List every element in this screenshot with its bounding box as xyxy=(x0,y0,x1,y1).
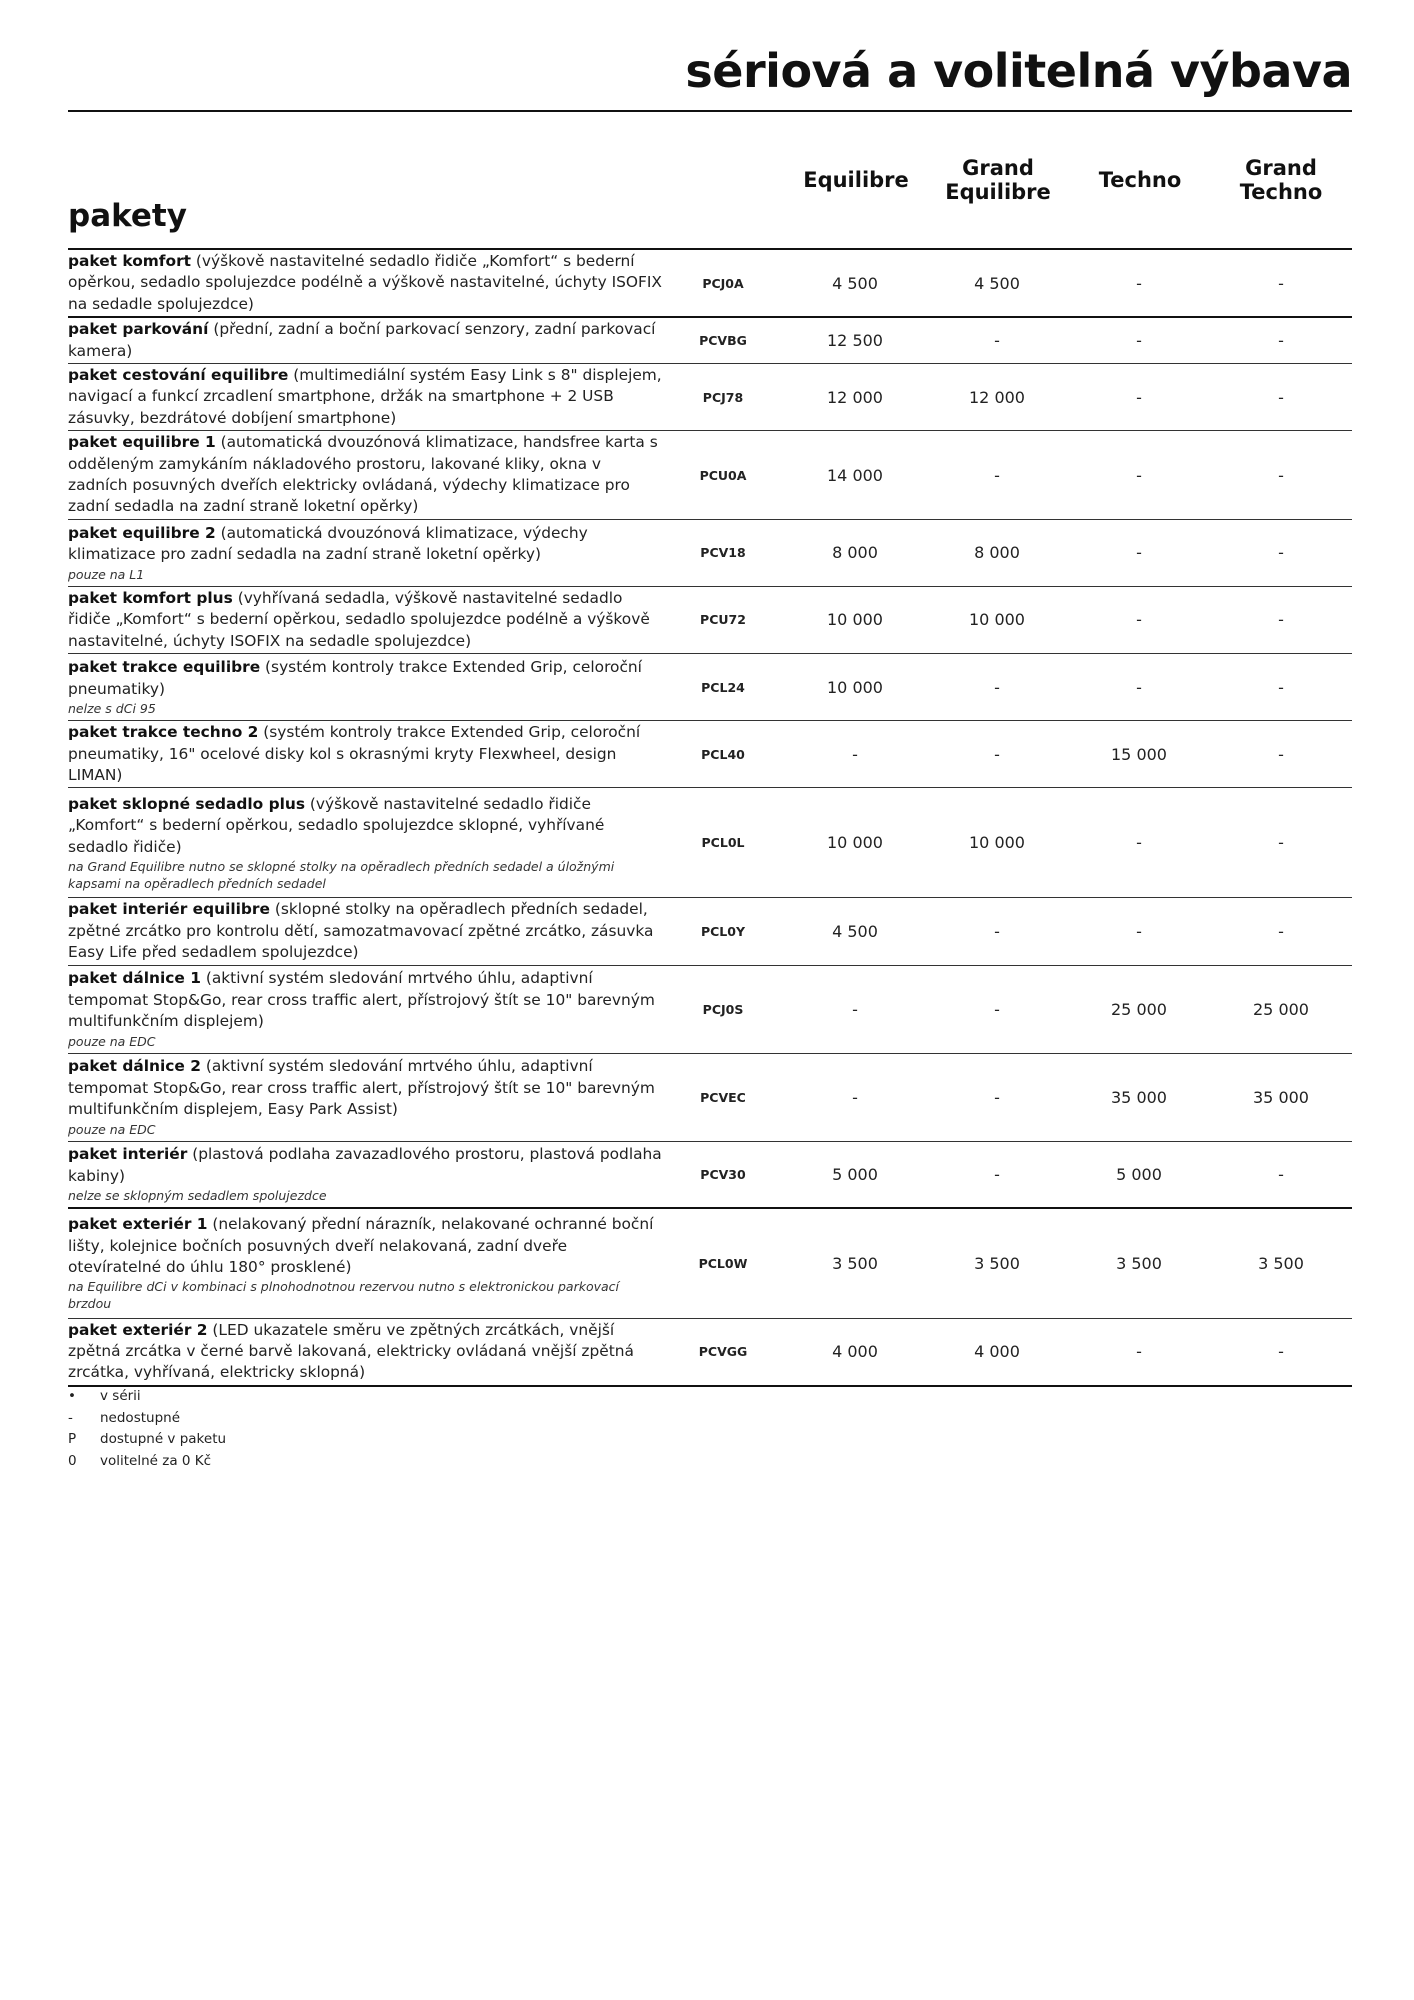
package-name: paket parkování xyxy=(68,320,209,339)
price-grand-equilibre: - xyxy=(926,654,1068,721)
package-description xyxy=(68,898,662,965)
package-description xyxy=(68,519,662,586)
package-name: paket komfort plus xyxy=(68,588,233,607)
package-contents: (vyhřívaná sedadla, výškově nastavitelné sedadlo řidiče „Komfort“ s bederní opěrkou, sedadlo spolujezdce podélně a výškově nastavitelné, úchyty ISOFIX na sedadle spolujezdce) xyxy=(68,588,650,650)
package-description xyxy=(68,788,662,898)
section-title: pakety xyxy=(68,198,187,234)
price-equilibre: 12 500 xyxy=(784,317,926,363)
package-code: PCL0W xyxy=(662,1208,784,1318)
price-grand-equilibre: - xyxy=(926,431,1068,520)
price-equilibre: 8 000 xyxy=(784,519,926,586)
legend-text: nedostupné xyxy=(100,1409,181,1426)
package-description xyxy=(68,654,662,721)
package-code: PCL40 xyxy=(662,721,784,788)
table-row xyxy=(68,586,1352,653)
package-contents: (plastová podlaha zavazadlového prostoru, plastová podlaha kabiny) xyxy=(68,1145,662,1185)
column-header-grand-techno: Grand Techno xyxy=(1239,156,1323,204)
package-description xyxy=(68,249,662,317)
price-grand-techno: - xyxy=(1210,317,1352,363)
price-techno: - xyxy=(1068,1318,1210,1386)
price-equilibre: 4 000 xyxy=(784,1318,926,1386)
package-description xyxy=(68,431,662,520)
package-contents: (LED ukazatele směru ve zpětných zrcátkách, vnější zpětná zrcátka v černé barvě lakovaná, elektricky ovládaná vnější zpětná zrcátka, vyhřívaná, elektricky sklopná) xyxy=(68,1320,634,1382)
package-code: PCL0L xyxy=(662,788,784,898)
package-contents: (systém kontroly trakce Extended Grip, celoroční pneumatiky) xyxy=(68,658,642,698)
package-code: PCJ0A xyxy=(662,249,784,317)
package-code: PCU72 xyxy=(662,586,784,653)
package-contents: (sklopné stolky na opěradlech předních sedadel, zpětné zrcátko pro kontrolu dětí, samozatmavovací zpětné zrcátko, zásuvka Easy Life před sedadlem spolujezdce) xyxy=(68,900,654,962)
table-row xyxy=(68,898,1352,965)
package-note: pouze na EDC xyxy=(68,1033,156,1049)
price-grand-equilibre: - xyxy=(926,965,1068,1053)
package-contents: (přední, zadní a boční parkovací senzory, zadní parkovací kamera) xyxy=(68,320,656,360)
price-equilibre: 10 000 xyxy=(784,788,926,898)
legend xyxy=(68,1386,226,1472)
price-techno: - xyxy=(1068,519,1210,586)
package-description xyxy=(68,721,662,788)
package-contents: (systém kontroly trakce Extended Grip, celoroční pneumatiky, 16" ocelové disky kol s okrasnými kryty Flexwheel, design LIMAN) xyxy=(68,723,641,784)
price-grand-equilibre: 8 000 xyxy=(926,519,1068,586)
package-code: PCV30 xyxy=(662,1141,784,1208)
package-note: nelze se sklopným sedadlem spolujezdce xyxy=(68,1188,327,1204)
package-name: paket sklopné sedadlo plus xyxy=(68,794,306,813)
package-note: pouze na L1 xyxy=(68,566,145,582)
table-row xyxy=(68,1141,1352,1208)
package-name: paket trakce techno 2 xyxy=(68,723,259,742)
price-grand-equilibre: 4 500 xyxy=(926,249,1068,317)
package-code: PCV18 xyxy=(662,519,784,586)
price-equilibre: 5 000 xyxy=(784,1141,926,1208)
price-equilibre: 3 500 xyxy=(784,1208,926,1318)
legend-item xyxy=(68,1451,226,1473)
price-grand-techno: - xyxy=(1210,586,1352,653)
package-contents: (aktivní systém sledování mrtvého úhlu, adaptivní tempomat Stop&Go, rear cross traffic alert, přístrojový štít se 10" barevným multifunkčním displejem) xyxy=(68,969,655,1031)
package-description xyxy=(68,317,662,363)
package-contents: (automatická dvouzónová klimatizace, výdechy klimatizace pro zadní sedadla na zadní straně loketní opěrky) xyxy=(68,523,588,564)
column-header-equilibre: Equilibre xyxy=(803,168,909,192)
packages-table-body xyxy=(68,249,1352,1386)
price-techno: - xyxy=(1068,788,1210,898)
price-grand-equilibre: - xyxy=(926,1141,1068,1208)
package-name: paket interiér equilibre xyxy=(68,900,270,919)
package-code: PCJ0S xyxy=(662,965,784,1053)
price-equilibre: 14 000 xyxy=(784,431,926,520)
price-techno: - xyxy=(1068,586,1210,653)
package-contents: (výškově nastavitelné sedadlo řidiče „Komfort“ s bederní opěrkou, sedadlo spolujezdce podélně a výškově nastavitelné, úchyty ISOFIX na sedadle spolujezdce) xyxy=(68,252,662,313)
legend-text: v sérii xyxy=(100,1388,141,1404)
package-name: paket dálnice 2 xyxy=(68,1057,201,1076)
price-techno: - xyxy=(1068,654,1210,721)
price-grand-techno: - xyxy=(1210,898,1352,965)
table-row xyxy=(68,965,1352,1053)
price-grand-equilibre: - xyxy=(926,1053,1068,1141)
price-techno: - xyxy=(1068,317,1210,363)
title-divider xyxy=(68,110,1352,112)
price-grand-techno: - xyxy=(1210,249,1352,317)
legend-symbol: • xyxy=(68,1388,76,1404)
page-title: sériová a volitelná výbava xyxy=(685,44,1352,98)
package-code: PCL24 xyxy=(662,654,784,721)
package-name: paket equilibre 2 xyxy=(68,523,216,542)
price-grand-techno: 3 500 xyxy=(1210,1208,1352,1318)
price-techno: - xyxy=(1068,364,1210,431)
price-grand-equilibre: 12 000 xyxy=(926,364,1068,431)
package-name: paket dálnice 1 xyxy=(68,969,201,988)
table-row xyxy=(68,317,1352,363)
table-row xyxy=(68,788,1352,898)
price-equilibre: - xyxy=(784,1053,926,1141)
table-row xyxy=(68,519,1352,586)
package-note: nelze s dCi 95 xyxy=(68,701,156,716)
legend-symbol: P xyxy=(68,1431,77,1447)
column-header-grand-equilibre: Grand Equilibre xyxy=(945,156,1051,204)
price-techno: 5 000 xyxy=(1068,1141,1210,1208)
package-contents: (aktivní systém sledování mrtvého úhlu, adaptivní tempomat Stop&Go, rear cross traffic alert, přístrojový štít se 10" barevným multifunkčním displejem, Easy Park Assist) xyxy=(68,1057,655,1119)
price-grand-techno: - xyxy=(1210,431,1352,520)
package-description xyxy=(68,1208,662,1318)
price-techno: - xyxy=(1068,249,1210,317)
price-techno: 3 500 xyxy=(1068,1208,1210,1318)
price-grand-techno: - xyxy=(1210,654,1352,721)
legend-symbol: 0 xyxy=(68,1452,77,1469)
price-techno: - xyxy=(1068,898,1210,965)
legend-item xyxy=(68,1386,226,1408)
price-grand-equilibre: - xyxy=(926,721,1068,788)
package-name: paket interiér xyxy=(68,1145,188,1164)
package-description xyxy=(68,1053,662,1141)
package-description xyxy=(68,1141,662,1208)
package-name: paket komfort xyxy=(68,252,192,270)
price-equilibre: 4 500 xyxy=(784,249,926,317)
table-row xyxy=(68,654,1352,721)
price-equilibre: 4 500 xyxy=(784,898,926,965)
table-row xyxy=(68,431,1352,520)
package-code: PCU0A xyxy=(662,431,784,520)
package-code: PCL0Y xyxy=(662,898,784,965)
price-grand-techno: - xyxy=(1210,519,1352,586)
column-header-techno: Techno xyxy=(1098,168,1182,192)
price-techno: - xyxy=(1068,431,1210,520)
price-grand-equilibre: 10 000 xyxy=(926,788,1068,898)
legend-text: dostupné v paketu xyxy=(100,1431,227,1447)
package-note: pouze na EDC xyxy=(68,1121,156,1137)
price-grand-techno: 35 000 xyxy=(1210,1053,1352,1141)
table-row xyxy=(68,1208,1352,1318)
package-name: paket equilibre 1 xyxy=(68,433,216,452)
price-equilibre: 12 000 xyxy=(784,364,926,431)
table-row xyxy=(68,249,1352,317)
package-description xyxy=(68,1318,662,1386)
package-name: paket trakce equilibre xyxy=(68,658,261,677)
price-grand-techno: - xyxy=(1210,364,1352,431)
price-equilibre: 10 000 xyxy=(784,654,926,721)
legend-item xyxy=(68,1429,226,1451)
package-contents: (multimediální systém Easy Link s 8" displejem, navigací a funkcí zrcadlení smartphone, držák na smartphone + 2 USB zásuvky, bezdrátové dobíjení smartphone) xyxy=(68,366,662,427)
price-grand-techno: - xyxy=(1210,1141,1352,1208)
price-grand-techno: - xyxy=(1210,721,1352,788)
package-contents: (automatická dvouzónová klimatizace, handsfree karta s odděleným zamykáním nákladového prostoru, lakované kliky, okna v zadních posuvných dveřích elektricky ovládaná, výdechy klimatizace pro zadní sedadla na zadní straně loketní opěrky) xyxy=(68,433,658,516)
price-grand-equilibre: 3 500 xyxy=(926,1208,1068,1318)
price-grand-techno: - xyxy=(1210,788,1352,898)
price-grand-equilibre: - xyxy=(926,898,1068,965)
package-note: na Grand Equilibre nutno se sklopné stolky na opěradlech předních sedadel a úložnými kapsami na opěradlech předních sedadel xyxy=(68,858,615,891)
price-equilibre: 10 000 xyxy=(784,586,926,653)
package-code: PCVGG xyxy=(662,1318,784,1386)
price-equilibre: - xyxy=(784,965,926,1053)
table-row xyxy=(68,364,1352,431)
package-note: na Equilibre dCi v kombinaci s plnohodnotnou rezervou nutno s elektronickou parkovací brzdou xyxy=(68,1279,620,1312)
package-description xyxy=(68,965,662,1053)
price-grand-equilibre: 10 000 xyxy=(926,586,1068,653)
price-grand-equilibre: - xyxy=(926,317,1068,363)
price-techno: 35 000 xyxy=(1068,1053,1210,1141)
package-name: paket cestování equilibre xyxy=(68,366,289,385)
package-code: PCVEC xyxy=(662,1053,784,1141)
package-code: PCVBG xyxy=(662,317,784,363)
table-row xyxy=(68,1318,1352,1386)
price-grand-techno: 25 000 xyxy=(1210,965,1352,1053)
legend-item xyxy=(68,1408,226,1430)
price-grand-techno: - xyxy=(1210,1318,1352,1386)
price-techno: 15 000 xyxy=(1068,721,1210,788)
package-contents: (nelakovaný přední nárazník, nelakované ochranné boční lišty, kolejnice bočních posuvných dveří nelakovaná, zadní dveře otevíratelné do úhlu 180° prosklené) xyxy=(68,1215,654,1276)
table-row xyxy=(68,1053,1352,1141)
package-name: paket exteriér 1 xyxy=(68,1215,208,1234)
package-code: PCJ78 xyxy=(662,364,784,431)
price-techno: 25 000 xyxy=(1068,965,1210,1053)
package-description xyxy=(68,364,662,431)
price-equilibre: - xyxy=(784,721,926,788)
package-description xyxy=(68,586,662,653)
table-row xyxy=(68,721,1352,788)
legend-symbol: - xyxy=(68,1409,73,1426)
package-contents: (výškově nastavitelné sedadlo řidiče „Komfort“ s bederní opěrkou, sedadlo spolujezdce sklopné, vyhřívané sedadlo řidiče) xyxy=(68,794,605,856)
price-grand-equilibre: 4 000 xyxy=(926,1318,1068,1386)
legend-text: volitelné za 0 Kč xyxy=(100,1452,212,1469)
package-name: paket exteriér 2 xyxy=(68,1320,208,1339)
packages-table xyxy=(68,248,1352,1387)
